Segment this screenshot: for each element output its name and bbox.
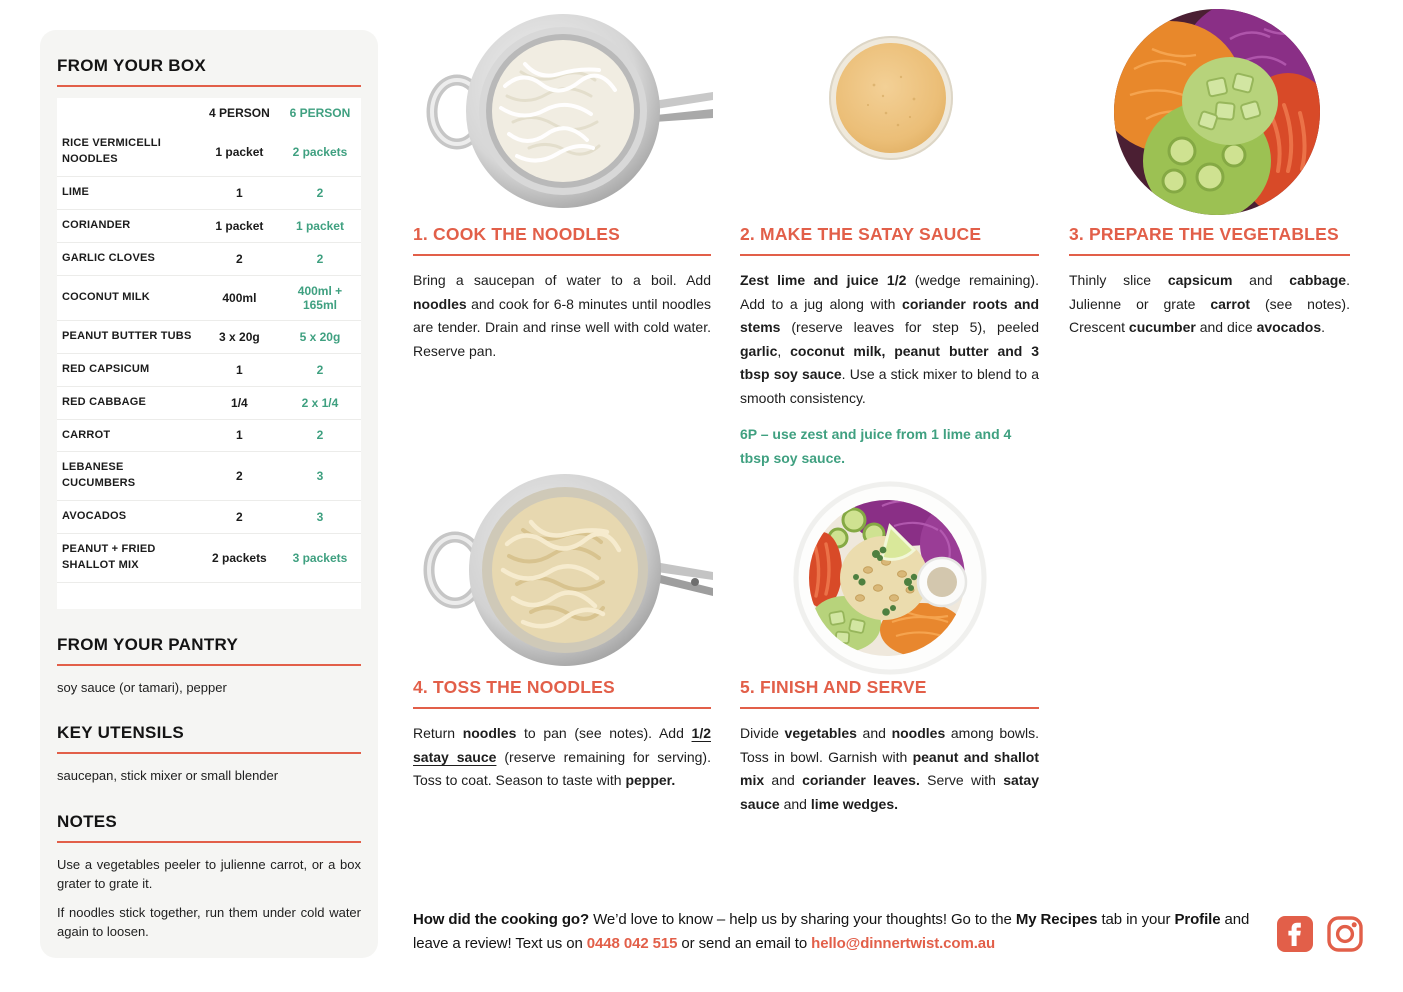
ingredient-qty-6p: 2: [279, 419, 361, 452]
from-your-box-title: FROM YOUR BOX: [57, 56, 361, 87]
ingredient-qty-4p: 1: [200, 419, 279, 452]
pantry-text: soy sauce (or tamari), pepper: [57, 679, 227, 695]
step-2: [740, 224, 1039, 471]
ingredient-qty-6p: 3: [279, 452, 361, 501]
ingredient-name: CORIANDER: [57, 209, 200, 242]
table-row: [57, 534, 361, 583]
photo-satay-sauce-jar: [826, 33, 956, 163]
photo-satay-noodles-pan: [413, 470, 713, 670]
ingredient-qty-4p: 3 x 20g: [200, 320, 279, 353]
ingredient-qty-4p: 1 packet: [200, 209, 279, 242]
col-header-4-person: 4 PERSON: [209, 106, 270, 120]
ingredient-qty-6p: 3 packets: [279, 534, 361, 583]
col-header-6-person: 6 PERSON: [289, 106, 351, 120]
ingredient-qty-4p: 2: [200, 242, 279, 275]
ingredient-qty-6p: 2: [279, 353, 361, 386]
step-3: [1069, 224, 1350, 340]
ingredient-name: LEBANESE CUCUMBERS: [57, 452, 200, 501]
ingredient-qty-4p: 2: [200, 501, 279, 534]
ingredient-qty-6p: 2: [279, 176, 361, 209]
note-paragraph: Use a vegetables peeler to julienne carrot, or a box grater to grate it.: [57, 856, 361, 892]
ingredient-qty-6p: 1 packet: [279, 209, 361, 242]
ingredient-name: RED CAPSICUM: [57, 353, 200, 386]
ingredient-qty-6p: 2: [279, 242, 361, 275]
table-row: [57, 128, 361, 176]
table-row: [57, 176, 361, 209]
pan-handle: [655, 562, 713, 596]
table-row: [57, 320, 361, 353]
ingredient-qty-4p: 2: [200, 452, 279, 501]
photo-prepared-vegetables: [1112, 9, 1322, 215]
table-row: [57, 209, 361, 242]
table-row: [57, 452, 361, 501]
six-person-tip: 6P – use zest and juice from 1 lime and 4 tbsp soy sauce.: [740, 426, 1012, 466]
ingredient-qty-4p: 1: [200, 176, 279, 209]
step-1-title: 1. COOK THE NOODLES: [413, 224, 711, 256]
ingredient-name: GARLIC CLOVES: [57, 242, 200, 275]
step-4-text: Return noodles to pan (see notes). Add 1/2 satay sauce (reserve remaining for serving). Toss to coat. Season to taste with pepper.: [413, 725, 711, 789]
ingredient-name: RED CABBAGE: [57, 386, 200, 419]
table-row: [57, 386, 361, 419]
step-5: [740, 677, 1039, 816]
step-2-text: Zest lime and juice 1/2 (wedge remaining). Add to a jug along with coriander roots and stems (reserve leaves for step 5), peeled garlic, coconut milk, peanut butter and 3 tbsp soy sauce. Use a stick mixer to blend to a smooth consistency.: [740, 272, 1040, 406]
ingredient-name: RICE VERMICELLI NOODLES: [62, 137, 161, 165]
from-your-pantry-title: FROM YOUR PANTRY: [57, 635, 361, 666]
ingredient-qty-6p: 2 x 1/4: [279, 386, 361, 419]
note-paragraph: If noodles stick together, run them under cold water again to loosen.: [57, 904, 361, 940]
key-utensils-title: KEY UTENSILS: [57, 723, 361, 754]
step-4-title: 4. TOSS THE NOODLES: [413, 677, 711, 709]
ingredient-name: PEANUT BUTTER TUBS: [57, 320, 200, 353]
ingredients-table: [57, 98, 361, 609]
ingredient-qty-4p: 1: [200, 353, 279, 386]
table-header-row: [57, 98, 361, 128]
step-5-text: Divide vegetables and noodles among bowls. Toss in bowl. Garnish with peanut and shallot mix and coriander leaves. Serve with satay sauce and lime wedges.: [740, 725, 1039, 812]
ingredient-qty-4p: 1/4: [200, 386, 279, 419]
ingredient-qty-6p: 2 packets: [292, 144, 348, 159]
photo-finished-bowl: [790, 478, 990, 678]
step-1: [413, 224, 711, 363]
table-row: [57, 501, 361, 534]
table-row: [57, 275, 361, 320]
step-1-text: Bring a saucepan of water to a boil. Add noodles and cook for 6-8 minutes until noodles are tender. Drain and rinse well with cold water. Reserve pan.: [413, 272, 711, 359]
step-3-text: Thinly slice capsicum and cabbage. Julienne or grate carrot (see notes). Crescent cucumber and dice avocados.: [1069, 272, 1350, 336]
ingredient-qty-4p: 1 packet: [215, 144, 264, 159]
ingredient-name: AVOCADOS: [57, 501, 200, 534]
social-links: [1276, 915, 1364, 953]
step-2-title: 2. MAKE THE SATAY SAUCE: [740, 224, 1039, 256]
ingredient-name: CARROT: [57, 419, 200, 452]
ingredient-name: COCONUT MILK: [57, 275, 200, 320]
utensils-text: saucepan, stick mixer or small blender: [57, 768, 279, 784]
ingredient-qty-4p: 400ml: [200, 275, 279, 320]
ingredient-qty-6p: 400ml + 165ml: [279, 275, 361, 320]
footer-feedback-text: How did the cooking go? We’d love to know – help us by sharing your thoughts! Go to the My Recipes tab in your Profile and leave a review! Text us on 0448 042 515 or send an email to hello@dinnertwist.com.au: [413, 911, 1250, 953]
ingredient-name: PEANUT + FRIED SHALLOT MIX: [57, 534, 200, 583]
step-4: [413, 677, 711, 793]
facebook-icon[interactable]: [1276, 915, 1314, 953]
ingredient-qty-6p: 3: [279, 501, 361, 534]
ingredient-qty-4p: 2 packets: [200, 534, 279, 583]
table-row: [57, 419, 361, 452]
ingredient-qty-6p: 5 x 20g: [279, 320, 361, 353]
instagram-icon[interactable]: [1326, 915, 1364, 953]
notes-title: NOTES: [57, 812, 361, 843]
table-row: [57, 353, 361, 386]
step-5-title: 5. FINISH AND SERVE: [740, 677, 1039, 709]
table-spacer-row: [57, 583, 361, 609]
table-row: [57, 242, 361, 275]
photo-saucepan-rice-noodles: [413, 8, 713, 215]
step-3-title: 3. PREPARE THE VEGETABLES: [1069, 224, 1350, 256]
ingredient-name: LIME: [57, 176, 200, 209]
sidebar: [40, 30, 378, 958]
box-table-body: [57, 128, 361, 609]
